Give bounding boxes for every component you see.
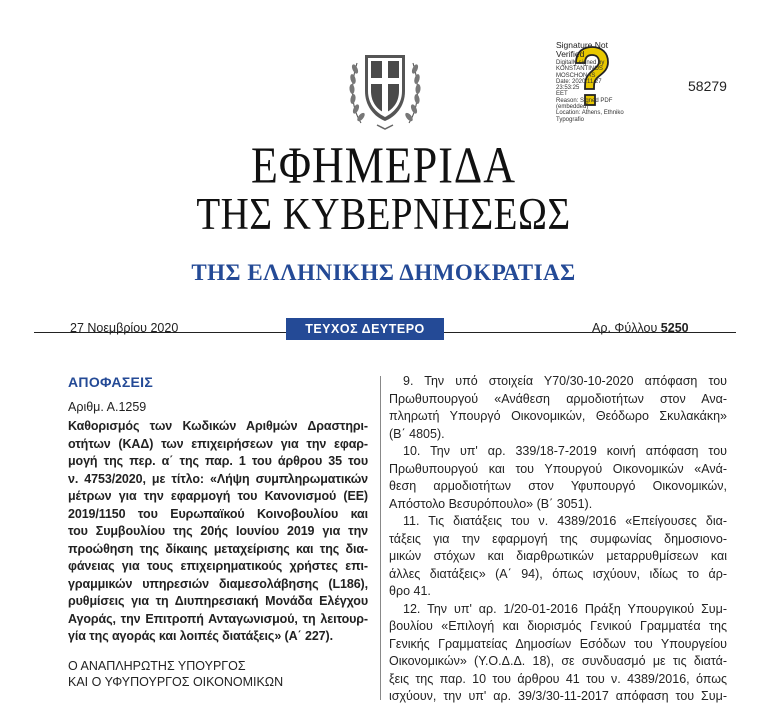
issue-type-label: ΤΕΥΧΟΣ ΔΕΥΤΕΡΟ [305,322,425,336]
signature-detail: Reason: Signed PDF [556,97,613,104]
signature-detail: MOSCHONAS [556,72,596,79]
newspaper-subtitle: ΤΗΣ ΕΛΛΗΝΙΚΗΣ ΔΗΜΟΚΡΑΤΙΑΣ [191,260,576,285]
sheet-label: Αρ. Φύλλου [592,321,658,335]
body-text-line: Πρωθυπουργού και του Υπουργού Οικονομικών «Ανά- [389,461,727,476]
body-text-line: ξεις της παρ. 10 του άρθρου 41 του ν. 4389/2016, όπως [389,671,727,686]
decision-title-line: ρυθμίσεις για τη Διυπηρεσιακή Μονάδα Ελέγχου [68,594,368,608]
signature-detail: Typografio [556,116,585,123]
sheet-number-value: 5250 [660,321,689,335]
greek-coat-of-arms-icon [347,45,423,131]
issue-type-badge [286,318,444,340]
decision-title-line: 2019/1150 του Ευρωπαϊκού Κοινοβουλίου και [68,506,368,521]
decision-title [68,418,368,646]
decision-title-line: του Συμβουλίου της 20ής Ιουνίου 2019 για την [68,524,368,538]
signature-status: Verified [556,49,585,59]
body-text-line: Γενικής Γραμματείας Δημοσίων Εσόδων του Υπουργείου [389,636,727,651]
publication-date: 27 Νοεμβρίου 2020 [70,321,179,335]
authority-line: Ο ΑΝΑΠΛΗΡΩΤΗΣ ΥΠΟΥΡΓΟΣ [68,658,246,673]
decision-title-line: γία της αγοράς και λοιπές διατάξεις» (Α΄ 227). [68,629,333,643]
body-text-line: θρο 41. [389,584,431,598]
decision-title-line: μογή της περ. α΄ της παρ. 1 του άρθρου 35 του [68,454,368,468]
decision-title-line: μέτρων για την εφαρμογή του Κανονισμού (ΕΕ) [68,489,368,503]
body-text-line: (Β΄ 4805). [389,426,445,441]
signature-detail: Digitally signed by [556,60,605,66]
decision-title-line: ν. 4753/2020, με τίτλο: «Λήψη συμπληρωματικών [68,471,368,486]
section-heading: ΑΠΟΦΑΣΕΙΣ [68,374,154,390]
issue-number: 58279 [688,78,727,94]
body-text-line: 10. Την υπ' αρ. 339/18-7-2019 κοινή απόφαση του [403,444,727,458]
decision-title-line: Καθορισμός των Κωδικών Αριθμών Δραστηρι- [68,419,368,433]
body-text-line: ισχύουν, την υπ' αρ. 39/3/30-11-2017 απόφαση του Συμ- [389,689,727,703]
signature-detail: Date: 2020.11.27 23:53:25 [556,78,602,92]
body-text-line: Πρωθυπουργού «Ανάθεση αρμοδιοτήτων στον Ανα- [389,391,727,406]
signature-detail: KONSTANTINOS [556,66,603,73]
newspaper-title: ΕΦΗΜΕΡΙΔΑ [250,136,516,195]
body-text-line: 9. Την υπό στοιχεία Υ70/30-10-2020 απόφαση του [403,374,727,388]
body-text-line: μικών στόχων και διαρθρωτικών μεταρρυθμίσεων και [389,549,727,563]
sheet-number [592,321,689,335]
left-column [68,374,368,691]
decision-title-line: προώθηση της δίκαιης μεταχείρισης και της δια- [68,541,368,556]
decision-number: Αριθμ. Α.1259 [68,399,147,414]
body-text-line: άλλες διατάξεις» (Α΄ 94), όπως ισχύουν, ιδίως το άρ- [389,566,727,581]
signature-detail: (embedded) [556,104,589,111]
body-text-line: βουλίου «Επιλογή και διορισμός Γενικού Γραμματέα της [389,619,727,633]
authority-line: ΚΑΙ Ο ΥΦΥΠΟΥΡΓΟΣ ΟΙΚΟΝΟΜΙΚΩΝ [68,675,284,689]
signature-detail: EET [556,91,568,98]
body-text-line: πληρωτή Υπουργό Οικονομικών, Θεόδωρο Σκυλακάκη» [389,409,727,423]
decision-title-line: φάνειας για τους επιχειρηματικούς χρήστες επι- [68,559,368,573]
body-text-line: 11. Τις διατάξεις του ν. 4389/2016 «Επείγουσες δια- [403,514,727,528]
body-text-line: Οικονομικών» (Υ.Ο.Δ.Δ. 18), σε συνδυασμό με τις διατά- [389,654,727,668]
column-divider [380,376,381,700]
decision-title-line: Αγοράς, την Επιτροπή Ανταγωνισμού, τη λειτουρ- [68,611,368,626]
right-column [389,373,727,706]
newspaper-title-second-line: ΤΗΣ ΚΥΒΕΡΝΗΣΕΩΣ [196,189,571,240]
body-text-line: 12. Την υπ' αρ. 1/20-01-2016 Πράξη Υπουργικού Συμ- [403,601,727,616]
issuing-authority [68,658,368,691]
body-text-line: θεση αρμοδιοτήτων στον Υφυπουργό Οικονομικών, [389,479,727,493]
signature-status: Signature Not [556,40,608,50]
digital-signature-stamp[interactable] [556,40,626,123]
body-text-line: Απόστολο Βεσυρόπουλο» (Β΄ 3051). [389,496,593,511]
body-text-line: τάξεις για την εφαρμογή της συμφωνίας δημοσιονο- [389,531,727,546]
decision-title-line: γραμμικών υπηρεσιών διαμεσολάβησης (L186), [68,576,368,591]
decision-title-line: οτήτων (ΚΑΔ) των επιχειρήσεων για την εφαρ- [68,436,368,451]
signature-detail: Location: Athens, Ethniko [556,110,624,117]
